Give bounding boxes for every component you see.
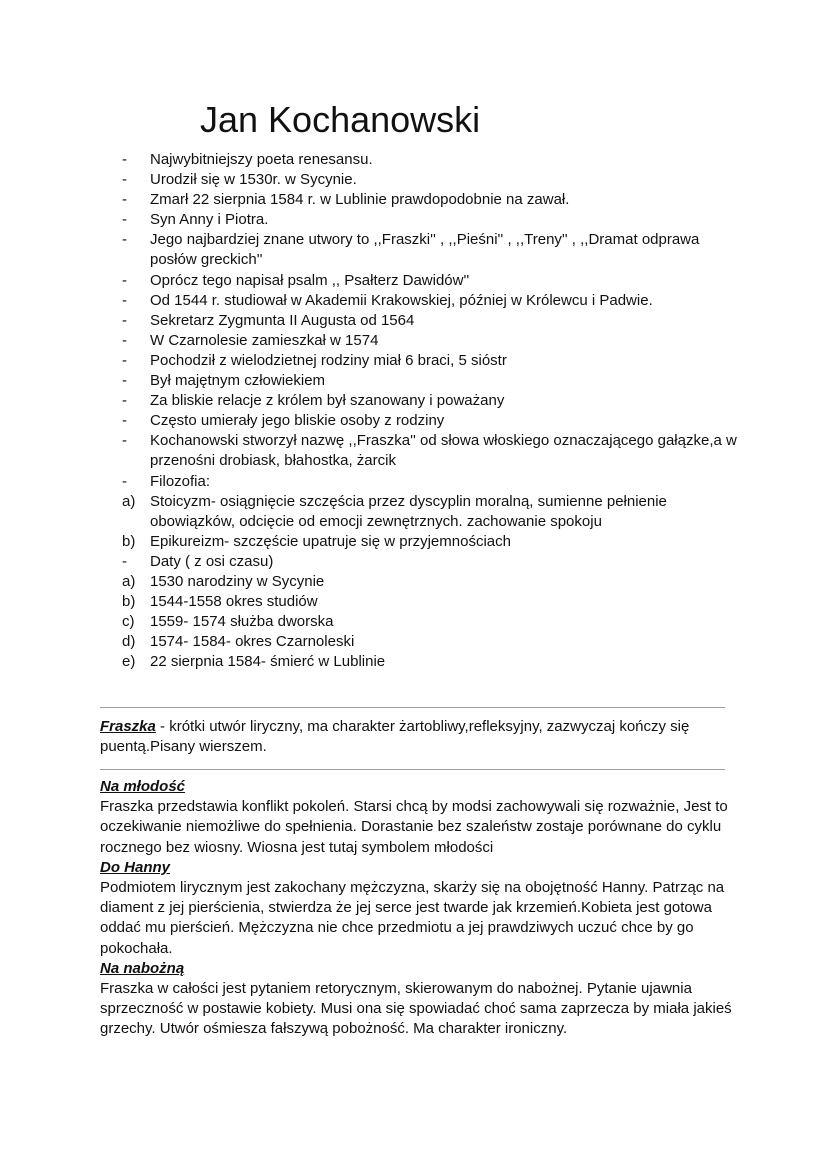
list-item-text: Jego najbardziej znane utwory to ,,Fraszki'' , ,,Pieśni'' , ,,Treny'' , ,,Dramat odprawa posłów greckich''	[150, 231, 700, 269]
list-item	[100, 652, 740, 672]
list-marker: -	[122, 331, 127, 349]
section-text: Fraszka przedstawia konflikt pokoleń. Starsi chcą by modsi zachowywali się rozważnie, Jest to oczekiwanie niemożliwe do spełnienia. Dorastanie bez szaleństw zostaje porównane do cyklu rocznego bez wiosny. Wiosna jest tutaj symbolem młodości	[100, 798, 728, 856]
list-item-text: 1559- 1574 służba dworska	[150, 613, 334, 631]
list-marker: a)	[122, 572, 136, 590]
page-title: Jan Kochanowski	[200, 99, 481, 140]
list-item-text: W Czarnolesie zamieszkał w 1574	[150, 331, 379, 349]
list-marker: -	[122, 311, 127, 329]
list-marker: b)	[122, 593, 136, 611]
list-marker: -	[122, 351, 127, 369]
divider	[100, 769, 725, 770]
list-item	[100, 632, 740, 652]
list-item-text: Oprócz tego napisał psalm ,, Psałterz Dawidów''	[150, 271, 470, 289]
list-item	[100, 291, 740, 311]
list-item-text: Pochodził z wielodzietnej rodziny miał 6 braci, 5 sióstr	[150, 351, 507, 369]
list-item-text: Daty ( z osi czasu)	[150, 552, 274, 570]
list-marker: -	[122, 211, 127, 229]
poems-section	[100, 777, 740, 1040]
list-item	[100, 532, 740, 552]
list-item	[100, 190, 740, 210]
divider	[100, 707, 725, 708]
list-item	[100, 230, 740, 270]
list-marker: e)	[122, 653, 136, 671]
list-marker: -	[122, 432, 127, 450]
list-item	[100, 150, 740, 170]
list-marker: -	[122, 231, 127, 249]
list-item-text: 1544-1558 okres studiów	[150, 593, 318, 611]
list-marker: -	[122, 472, 127, 490]
list-item	[100, 311, 740, 331]
list-item	[100, 431, 740, 471]
list-item-text: Od 1544 r. studiował w Akademii Krakowskiej, później w Królewcu i Padwie.	[150, 291, 653, 309]
list-item-text: Kochanowski stworzył nazwę ,,Fraszka'' od słowa włoskiego oznaczającego gałązke,a w przenośni drobiask, błahostka, żarcik	[150, 432, 737, 470]
list-item-text: Stoicyzm- osiągnięcie szczęścia przez dyscyplin moralną, sumienne pełnienie obowiązków, odcięcie od emocji zewnętrznych. zachowanie spokoju	[150, 492, 667, 530]
section-text: Fraszka w całości jest pytaniem retorycznym, skierowanym do nabożnej. Pytanie ujawnia sprzeczność w postawie kobiety. Musi ona się spowiadać choć sama zaprzecza by miała jakieś grzechy. Utwór ośmiesza fałszywą pobożność. Ma charakter ironiczny.	[100, 980, 732, 1038]
list-item	[100, 371, 740, 391]
list-item-text: 1574- 1584- okres Czarnoleski	[150, 633, 355, 651]
list-item-text: Filozofia:	[150, 472, 211, 490]
list-item-text: 22 sierpnia 1584- śmierć w Lublinie	[150, 653, 386, 671]
list-marker: -	[122, 271, 127, 289]
section-heading: Na nabożną	[100, 959, 185, 977]
list-marker: -	[122, 372, 127, 390]
list-marker: -	[122, 191, 127, 209]
list-item-text: Za bliskie relacje z królem był szanowany i poważany	[150, 392, 505, 410]
section-heading: Na młodość	[100, 778, 186, 795]
list-item-text: Urodził się w 1530r. w Sycynie.	[150, 171, 357, 189]
list-marker: b)	[122, 532, 136, 550]
list-marker: d)	[122, 633, 136, 651]
definition-text: - krótki utwór liryczny, ma charakter żartobliwy,refleksyjny, zazwyczaj kończy się puentą.Pisany wierszem.	[100, 718, 690, 756]
list-item	[100, 210, 740, 230]
section-heading: Do Hanny	[100, 858, 171, 876]
list-item-text: Najwybitniejszy poeta renesansu.	[150, 151, 373, 168]
definition-term: Fraszka	[100, 718, 156, 735]
list-marker: -	[122, 552, 127, 570]
list-item	[100, 492, 740, 532]
list-marker: -	[122, 291, 127, 309]
list-marker: -	[122, 151, 127, 168]
list-marker: -	[122, 412, 127, 430]
list-item	[100, 271, 740, 291]
list-item	[100, 411, 740, 431]
list-item	[100, 592, 740, 612]
list-marker: -	[122, 171, 127, 189]
list-item	[100, 391, 740, 411]
list-item	[100, 552, 740, 572]
list-item	[100, 351, 740, 371]
list-marker: c)	[122, 613, 135, 631]
list-item	[100, 612, 740, 632]
list-item-text: Epikureizm- szczęście upatruje się w przyjemnościach	[150, 532, 511, 550]
definition-paragraph	[100, 717, 740, 757]
list-marker: a)	[122, 492, 136, 510]
list-item-text: 1530 narodziny w Sycynie	[150, 572, 325, 590]
list-item-text: Często umierały jego bliskie osoby z rodziny	[150, 412, 445, 430]
list-item-text: Zmarł 22 sierpnia 1584 r. w Lublinie prawdopodobnie na zawał.	[150, 191, 570, 209]
list-item	[100, 331, 740, 351]
list-item	[100, 170, 740, 190]
list-item-text: Był majętnym człowiekiem	[150, 372, 326, 390]
definition-block	[100, 717, 740, 757]
list-item-text: Sekretarz Zygmunta II Augusta od 1564	[150, 311, 415, 329]
list-item-text: Syn Anny i Piotra.	[150, 211, 269, 229]
list-item	[100, 472, 740, 492]
list-marker: -	[122, 392, 127, 410]
list-item	[100, 572, 740, 592]
facts-list	[100, 150, 740, 672]
section-text: Podmiotem lirycznym jest zakochany mężczyzna, skarży się na obojętność Hanny. Patrząc na diament z jej pierścienia, stwierdza że jej serce jest twarde jak krzemień.Kobieta jest gotowa oddać mu pierścień. Mężczyzna nie chce przedmiotu a jej prawdziwych uczuć chce by go pokochała.	[100, 879, 725, 957]
